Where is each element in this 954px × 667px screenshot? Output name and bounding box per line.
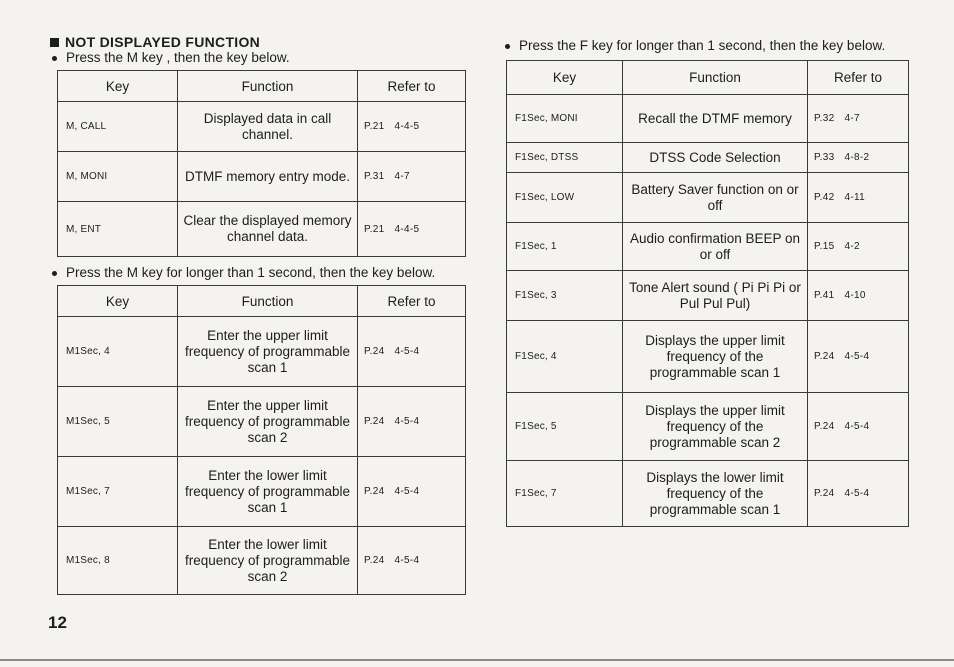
table-row [507,461,909,527]
row-function: Battery Saver function on or off [623,173,808,223]
m-key-table [57,70,466,257]
table-header-row [58,71,466,102]
row-key: M1Sec, 8 [58,527,178,595]
row-function: Audio confirmation BEEP on or off [623,223,808,271]
header-function: Function [623,61,808,95]
row-function: DTSS Code Selection [623,143,808,173]
row-key: M1Sec, 4 [58,317,178,387]
header-refer-to: Refer to [358,286,466,317]
table-row [507,223,909,271]
row-reference: P.42 4-11 [808,173,909,223]
row-reference: P.24 4-5-4 [358,387,466,457]
bottom-divider [0,659,954,661]
table-row [507,393,909,461]
row-function: DTMF memory entry mode. [178,152,358,202]
row-key: F1Sec, 4 [507,321,623,393]
row-key: F1Sec, LOW [507,173,623,223]
table-row [507,173,909,223]
m-key-long-table [57,285,466,595]
row-key: F1Sec, DTSS [507,143,623,173]
header-function: Function [178,286,358,317]
row-function: Clear the displayed memory channel data. [178,202,358,257]
table-row [507,321,909,393]
header-key: Key [58,286,178,317]
header-refer-to: Refer to [808,61,909,95]
table-row [58,387,466,457]
row-key: M1Sec, 7 [58,457,178,527]
row-function: Displays the lower limit frequency of the programmable scan 1 [623,461,808,527]
f-key-long-table [506,60,909,527]
row-function: Tone Alert sound ( Pi Pi Pi or Pul Pul Pul) [623,271,808,321]
table-row [58,457,466,527]
row-reference: P.24 4-5-4 [808,461,909,527]
right-column [503,38,913,527]
section-title [50,34,462,50]
row-key: F1Sec, 3 [507,271,623,321]
table-row [507,95,909,143]
left-column [50,34,462,595]
row-reference: P.24 4-5-4 [808,321,909,393]
instruction-m-key-long: Press the M key for longer than 1 second, then the key below. [50,265,462,281]
row-key: F1Sec, MONI [507,95,623,143]
instruction-m-key: Press the M key , then the key below. [50,50,462,66]
row-function: Displayed data in call channel. [178,102,358,152]
row-function: Recall the DTMF memory [623,95,808,143]
bullet-icon [505,44,510,49]
section-title-text: NOT DISPLAYED FUNCTION [65,34,261,50]
instruction-f-key-long: Press the F key for longer than 1 second, then the key below. [503,38,913,54]
row-reference: P.33 4-8-2 [808,143,909,173]
table-row [58,102,466,152]
row-reference: P.15 4-2 [808,223,909,271]
row-key: M1Sec, 5 [58,387,178,457]
header-key: Key [58,71,178,102]
row-key: M, ENT [58,202,178,257]
row-reference: P.21 4-4-5 [358,202,466,257]
header-refer-to: Refer to [358,71,466,102]
bullet-icon [52,56,57,61]
row-reference: P.24 4-5-4 [358,527,466,595]
row-reference: P.41 4-10 [808,271,909,321]
row-key: F1Sec, 5 [507,393,623,461]
table-row [507,143,909,173]
row-function: Displays the upper limit frequency of the programmable scan 1 [623,321,808,393]
row-function: Enter the upper limit frequency of programmable scan 2 [178,387,358,457]
row-function: Displays the upper limit frequency of the programmable scan 2 [623,393,808,461]
bullet-icon [52,271,57,276]
table-row [58,527,466,595]
row-function: Enter the upper limit frequency of programmable scan 1 [178,317,358,387]
table-header-row [58,286,466,317]
table-row [58,202,466,257]
header-key: Key [507,61,623,95]
row-key: M, CALL [58,102,178,152]
square-bullet-icon [50,38,59,47]
table-row [58,152,466,202]
row-key: M, MONI [58,152,178,202]
row-function: Enter the lower limit frequency of programmable scan 1 [178,457,358,527]
row-reference: P.24 4-5-4 [358,317,466,387]
row-reference: P.31 4-7 [358,152,466,202]
table-header-row [507,61,909,95]
row-key: F1Sec, 1 [507,223,623,271]
row-function: Enter the lower limit frequency of programmable scan 2 [178,527,358,595]
row-reference: P.32 4-7 [808,95,909,143]
row-key: F1Sec, 7 [507,461,623,527]
table-row [507,271,909,321]
row-reference: P.24 4-5-4 [808,393,909,461]
table-row [58,317,466,387]
row-reference: P.21 4-4-5 [358,102,466,152]
page-number: 12 [48,613,67,632]
row-reference: P.24 4-5-4 [358,457,466,527]
header-function: Function [178,71,358,102]
